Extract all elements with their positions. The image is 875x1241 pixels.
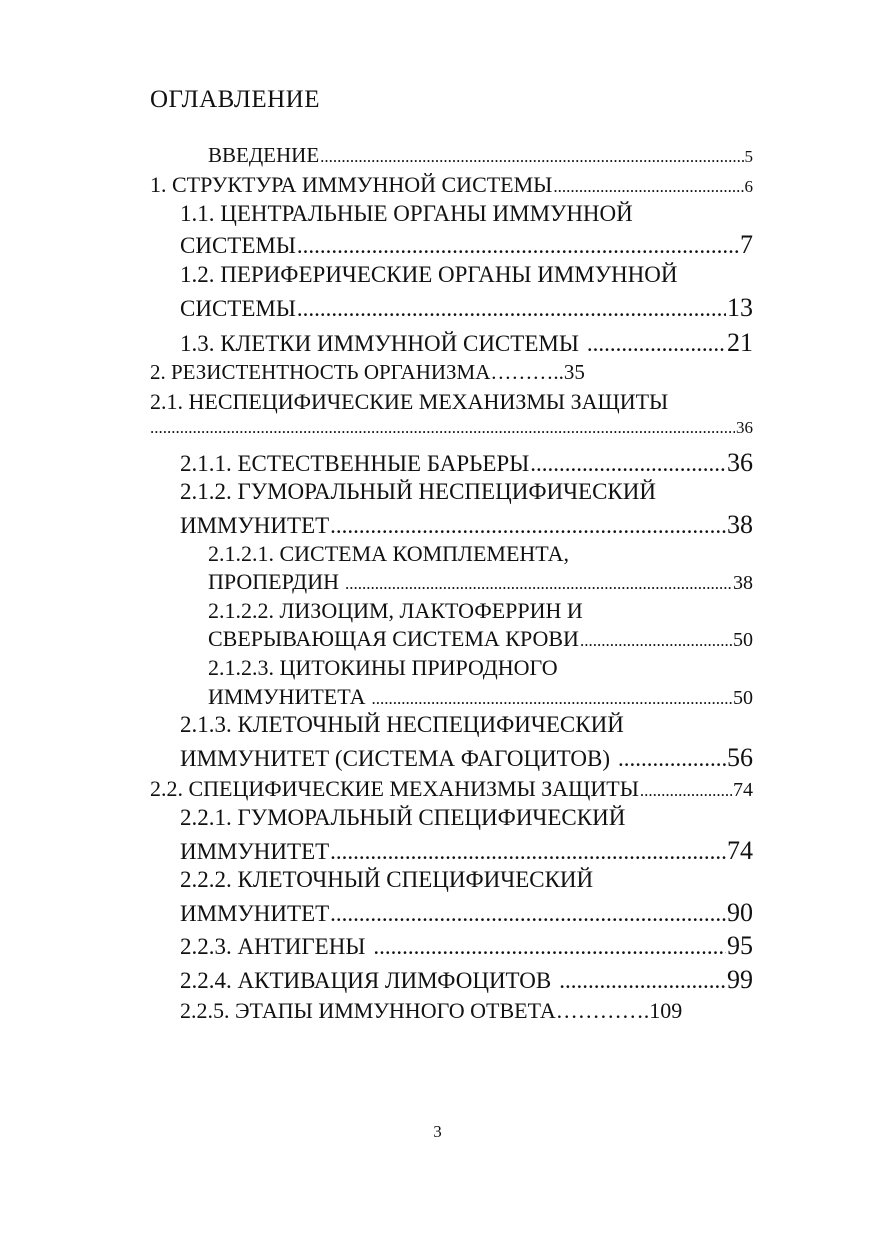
- toc-entry-2-1-2[interactable]: [180, 510, 753, 540]
- toc-entry-1-1-title[interactable]: 1.1. ЦЕНТРАЛЬНЫЕ ОРГАНЫ ИММУННОЙ: [180, 201, 633, 226]
- toc-page-number: 7: [740, 230, 753, 259]
- toc-page-number: 90: [727, 898, 753, 927]
- toc-entry-label: 1.3. КЛЕТКИ ИММУННОЙ СИСТЕМЫ: [180, 331, 579, 356]
- leader-dots: [330, 901, 726, 927]
- toc-entry-intro[interactable]: [208, 143, 753, 168]
- toc-entry-label: СИСТЕМЫ: [180, 233, 296, 258]
- toc-page-number: 21: [727, 328, 753, 357]
- toc-entry-1-3[interactable]: [180, 328, 753, 358]
- page-number: 3: [433, 1122, 442, 1141]
- toc-entry-label: ПРОПЕРДИН: [208, 569, 339, 594]
- toc-page-number: 38: [727, 510, 753, 539]
- toc-entry-1-2[interactable]: [180, 293, 753, 323]
- toc-entry-2-1-2-title[interactable]: 2.1.2. ГУМОРАЛЬНЫЙ НЕСПЕЦИФИЧЕСКИЙ: [180, 479, 656, 504]
- toc-entry-2-1-2-3-title[interactable]: 2.1.2.3. ЦИТОКИНЫ ПРИРОДНОГО: [208, 655, 558, 680]
- toc-entry-2-1-2-3[interactable]: [208, 684, 753, 710]
- toc-page-number: 13: [727, 293, 753, 322]
- toc-entry-2-2-1[interactable]: [180, 836, 753, 866]
- leader-dots: [330, 839, 726, 865]
- toc-entry-2-2-1-title[interactable]: 2.2.1. ГУМОРАЛЬНЫЙ СПЕЦИФИЧЕСКИЙ: [180, 805, 626, 830]
- leader-dots: [640, 781, 732, 801]
- leader-dots: [373, 934, 726, 960]
- leader-dots: [371, 689, 732, 709]
- toc-page-number: 99: [727, 965, 753, 994]
- toc-page-number: 50: [733, 629, 753, 651]
- leader-dots: [587, 331, 726, 357]
- toc-entry-2-1-2-2[interactable]: [208, 626, 753, 652]
- toc-page-number: 36: [727, 448, 753, 477]
- toc-entry-label: 2.1.1. ЕСТЕСТВЕННЫЕ БАРЬЕРЫ: [180, 451, 530, 476]
- toc-page-number: 95: [727, 931, 753, 960]
- toc-entry-2-2[interactable]: [150, 776, 753, 802]
- leader-dots: [345, 574, 732, 594]
- toc-entry-2-2-5[interactable]: 2.2.5. ЭТАПЫ ИММУННОГО ОТВЕТА………….109: [180, 998, 683, 1023]
- leader-dots: [297, 233, 739, 259]
- toc-entry-2-1-3-title[interactable]: 2.1.3. КЛЕТОЧНЫЙ НЕСПЕЦИФИЧЕСКИЙ: [180, 712, 624, 737]
- toc-entry-label: 1. СТРУКТУРА ИММУННОЙ СИСТЕМЫ: [150, 172, 553, 197]
- toc-page-number: 74: [733, 779, 753, 801]
- toc-entry-2-1-2-2-title[interactable]: 2.1.2.2. ЛИЗОЦИМ, ЛАКТОФЕРРИН И: [208, 598, 583, 623]
- leader-dots: [330, 513, 726, 539]
- toc-entry-label: ИММУНИТЕТ: [180, 839, 330, 864]
- leader-dots: [559, 968, 726, 994]
- leader-dots: [553, 177, 743, 197]
- toc-page-number: 74: [727, 836, 753, 865]
- toc-entry-2-2-2[interactable]: [180, 898, 753, 928]
- toc-page-number: 50: [733, 687, 753, 709]
- toc-entry-label: СВЕРЫВАЮЩАЯ СИСТЕМА КРОВИ: [208, 626, 579, 651]
- toc-entry-label: 2.2.3. АНТИГЕНЫ: [180, 934, 366, 959]
- toc-entry-label: ВВЕДЕНИЕ: [208, 143, 320, 167]
- leader-dots: [580, 631, 732, 651]
- toc-entry-label: ИММУНИТЕТ (СИСТЕМА ФАГОЦИТОВ): [180, 746, 611, 771]
- leader-dots: [618, 746, 726, 772]
- toc-entry-2-1-title[interactable]: 2.1. НЕСПЕЦИФИЧЕСКИЕ МЕХАНИЗМЫ ЗАЩИТЫ: [150, 389, 669, 414]
- toc-entry-1-1[interactable]: [180, 230, 753, 260]
- toc-entry-label: ИММУНИТЕТ: [180, 901, 330, 926]
- leader-dots: [530, 451, 726, 477]
- toc-page-number: 36: [736, 418, 753, 437]
- toc-entry-label: ИММУНИТЕТ: [180, 513, 330, 538]
- toc-entry-2[interactable]: 2. РЕЗИСТЕНТНОСТЬ ОРГАНИЗМА………..35: [150, 360, 585, 384]
- toc-entry-2-1[interactable]: [150, 418, 753, 438]
- page-title: ОГЛАВЛЕНИЕ: [150, 86, 320, 113]
- toc-entry-2-1-2-1-title[interactable]: 2.1.2.1. СИСТЕМА КОМПЛЕМЕНТА,: [208, 541, 570, 566]
- toc-entry-2-2-2-title[interactable]: 2.2.2. КЛЕТОЧНЫЙ СПЕЦИФИЧЕСКИЙ: [180, 867, 594, 892]
- toc-page-number: 56: [727, 743, 753, 772]
- toc-entry-label: 2.2. СПЕЦИФИЧЕСКИЕ МЕХАНИЗМЫ ЗАЩИТЫ: [150, 776, 639, 801]
- toc-entry-label: ИММУНИТЕТА: [208, 684, 366, 709]
- leader-dots: [297, 296, 726, 322]
- toc-entry-2-1-1[interactable]: [180, 448, 753, 478]
- toc-entry-label: 2.2.4. АКТИВАЦИЯ ЛИМФОЦИТОВ: [180, 968, 552, 993]
- toc-entry-2-1-2-1[interactable]: [208, 569, 753, 595]
- toc-page-number: 38: [733, 572, 753, 594]
- toc-entry-label: СИСТЕМЫ: [180, 296, 296, 321]
- leader-dots: [320, 147, 743, 167]
- toc-entry-2-1-3[interactable]: [180, 743, 753, 773]
- toc-entry-2-2-4[interactable]: [180, 965, 753, 995]
- toc-entry-1[interactable]: [150, 172, 753, 198]
- toc-entry-2-2-3[interactable]: [180, 931, 753, 961]
- toc-page-number: 5: [744, 147, 753, 166]
- toc-entry-1-2-title[interactable]: 1.2. ПЕРИФЕРИЧЕСКИЕ ОРГАНЫ ИММУННОЙ: [180, 262, 678, 287]
- toc-page-number: 6: [744, 177, 753, 196]
- leader-dots: [150, 418, 735, 438]
